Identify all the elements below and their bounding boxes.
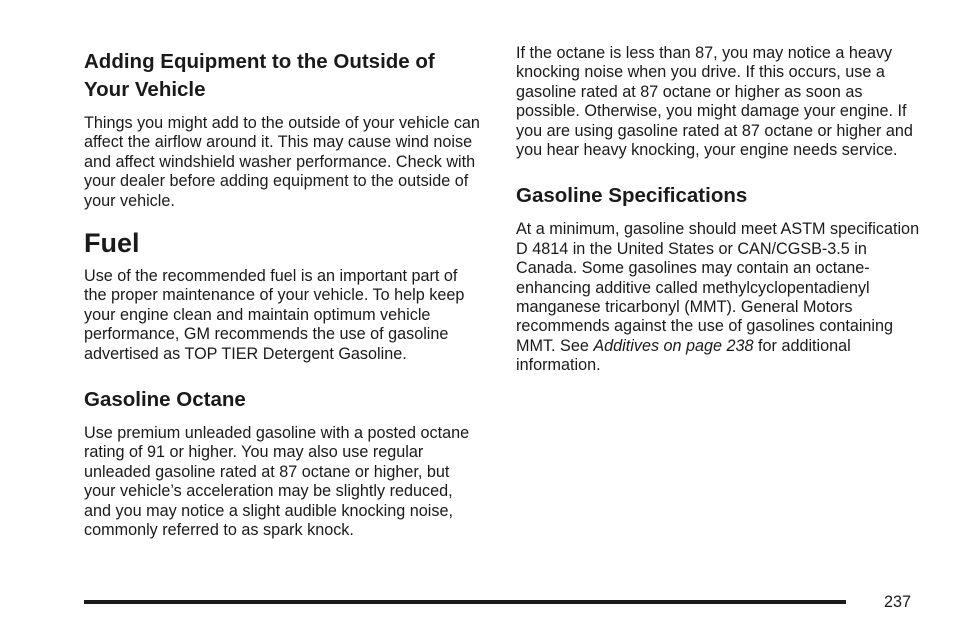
- heading-gasoline-octane: Gasoline Octane: [84, 388, 246, 412]
- paragraph-gasoline-octane: Use premium unleaded gasoline with a posted octane rating of 91 or higher. You may also use regular unleaded gasoline rated at 87 octane or higher, but your vehicle’s acceleration may be slightly reduced, and you may notice a slight audible knocking noise, commonly referred to as spark knock.: [84, 424, 470, 540]
- footer-rule: [84, 600, 846, 604]
- paragraph-fuel: Use of the recommended fuel is an important part of the proper maintenance of your vehicle. To help keep your engine clean and maintain optimum vehicle performance, GM recommends the use of gasoline advertised as TOP TIER Detergent Gasoline.: [84, 267, 465, 363]
- right-column: [516, 44, 926, 376]
- additives-reference-link[interactable]: Additives on page 238: [593, 336, 754, 355]
- paragraph-adding-equipment: Things you might add to the outside of your vehicle can affect the airflow around it. This may cause wind noise and affect windshield washer performance. Check with your dealer before adding equipment to the outside of your vehicle.: [84, 114, 480, 210]
- page-number: 237: [884, 593, 912, 611]
- heading-gasoline-specifications: Gasoline Specifications: [516, 184, 748, 208]
- specs-text: At a minimum, gasoline should meet ASTM specification D 4814 in the United States or CAN/CGSB-3.5 in Canada. Some gasolines may contain an octane-enhancing additive called methylcyclopentadienyl manganese tricarbonyl (MMT). General Motors recommends against the use of gasolines containing MMT. See: [516, 220, 920, 355]
- heading-fuel: Fuel: [84, 228, 140, 259]
- paragraph-octane-knocking: If the octane is less than 87, you may notice a heavy knocking noise when you drive. If this occurs, use a gasoline rated at 87 octane or higher as soon as possible. Otherwise, you might damage your engine. If you are using gasoline rated at 87 octane or higher and you hear heavy knocking, your engine needs service.: [516, 44, 913, 160]
- heading-adding-equipment: Adding Equipment to the Outside of Your Vehicle: [84, 50, 435, 101]
- paragraph-gasoline-specifications: [516, 220, 926, 375]
- specs-text-tail: for additional information.: [516, 336, 851, 375]
- left-column: [84, 44, 484, 541]
